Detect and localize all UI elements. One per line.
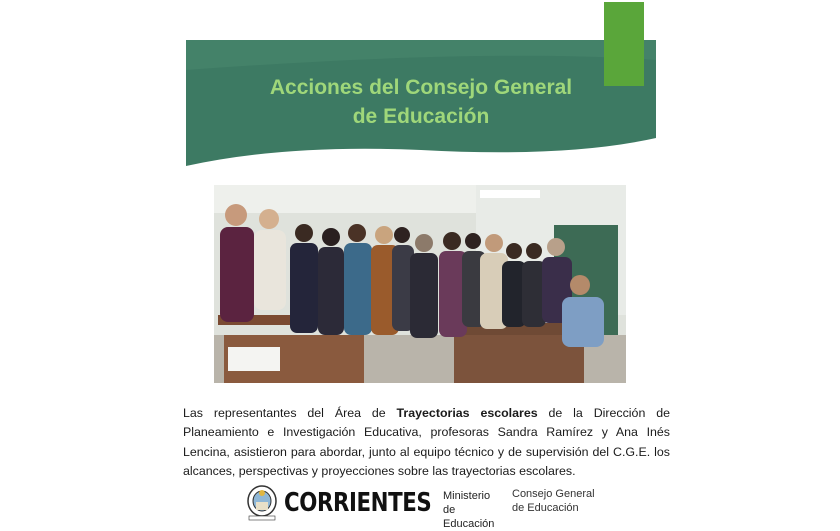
group-photo (214, 185, 626, 383)
article-body-part-2: de la Dirección de Planeamiento e Investigación Educativa, profesoras Sandra Ramírez y Ana Inés Lencina, asistieron para abordar, junto al equipo técnico y de supervisión del C.G.E. los alcances, perspectivas y proyecciones sobre las trayectorias escolares. (183, 406, 671, 479)
article-body-part-1: Las representantes del Área de (183, 406, 397, 420)
council-line-1: Consejo General (512, 488, 595, 500)
banner-title-line-1: Acciones del Consejo General (269, 76, 573, 99)
banner-title (186, 73, 656, 131)
article-body-highlight: Trayectorias escolares (396, 406, 538, 420)
brand-wordmark: CORRIENTES (284, 488, 432, 518)
council-line-2: de Educación (512, 502, 579, 514)
article-body (183, 404, 670, 482)
footer-logos (246, 485, 606, 530)
accent-tab (604, 2, 644, 86)
title-banner (186, 40, 656, 166)
ministry-line-2: Educación (443, 518, 495, 530)
ministry-label (443, 489, 505, 531)
group-photo-illustration (214, 185, 626, 383)
ministry-line-1: Ministerio de (443, 490, 491, 516)
provincial-seal-icon (246, 485, 278, 521)
banner-title-line-2: de Educación (352, 105, 490, 128)
council-label (512, 487, 612, 515)
